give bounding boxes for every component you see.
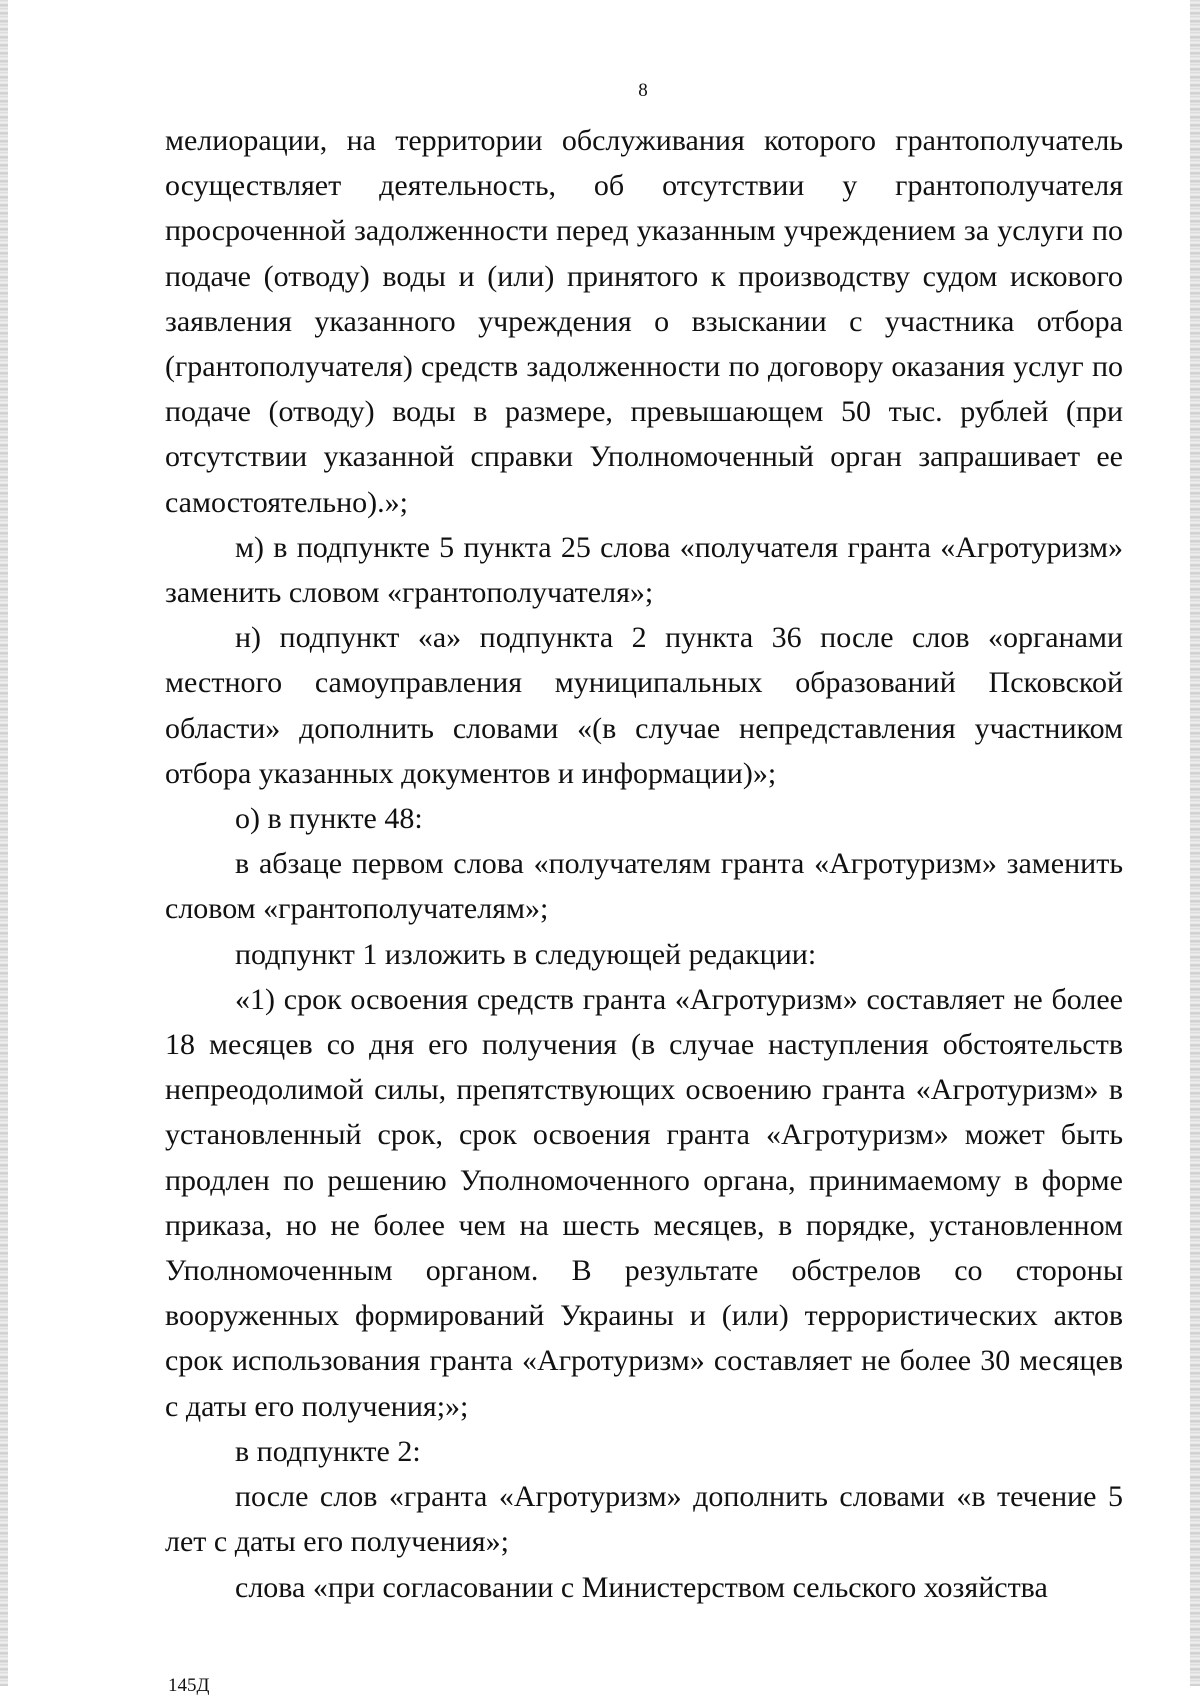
paragraph-item-m: м) в подпункте 5 пункта 25 слова «получателя гранта «Агротуризм» заменить словом «грантополучателя»;	[165, 530, 1123, 610]
paragraph-item-n: н) подпункт «а» подпункта 2 пункта 36 после слов «органами местного самоуправления муниципальных образований Псковской области» дополнить словами «(в случае непредставления участником отбора указанных документов и информации)»;	[165, 621, 1123, 790]
page-number: 8	[638, 80, 648, 101]
paragraph-subitem-1-text: «1) срок освоения средств гранта «Агротуризм» составляет не более 18 месяцев со дня его получения (в случае наступления обстоятельств непреодолимой силы, препятствующих освоению гранта «Агротуризм» в установленный срок, срок освоения гранта «Агротуризм» может быть продлен по решению Уполномоченного органа, принимаемому в форме приказа, но не более чем на шесть месяцев, в порядке, установленном Уполномоченным органом. В результате обстрелов со стороны вооруженных формирований Украины и (или) террористических актов срок использования гранта «Агротуризм» составляет не более 30 месяцев с даты его получения;»;	[165, 982, 1123, 1423]
paragraph-continuation: мелиорации, на территории обслуживания которого грантополучатель осуществляет деятельность, об отсутствии у грантополучателя просроченной задолженности перед указанным учреждением за услуги по подаче (отводу) воды и (или) принятого к производству судом искового заявления указанного учреждения о взыскании с участника отбора (грантополучателя) средств задолженности по договору оказания услуг по подаче (отводу) воды в размере, превышающем 50 тыс. рублей (при отсутствии указанной справки Уполномоченный орган запрашивает ее самостоятельно).»;	[165, 124, 1123, 519]
document-body	[165, 118, 1123, 1610]
paragraph-subitem-2-intro: в подпункте 2:	[235, 1434, 421, 1468]
paragraph-item-o: о) в пункте 48:	[235, 802, 423, 836]
paragraph-subitem-2-addition: после слов «гранта «Агротуризм» дополнить словами «в течение 5 лет с даты его получения»;	[165, 1480, 1123, 1559]
scan-right-edge	[1190, 0, 1200, 1686]
scan-left-edge	[0, 0, 8, 1686]
paragraph-subitem-2-words: слова «при согласовании с Министерством сельского хозяйства	[235, 1570, 1048, 1604]
paragraph-subitem-1-intro: подпункт 1 изложить в следующей редакции:	[235, 937, 817, 971]
document-code: 145Д	[168, 1675, 210, 1696]
paragraph-first-paragraph-change: в абзаце первом слова «получателям гранта «Агротуризм» заменить словом «грантополучателям»;	[165, 847, 1123, 926]
